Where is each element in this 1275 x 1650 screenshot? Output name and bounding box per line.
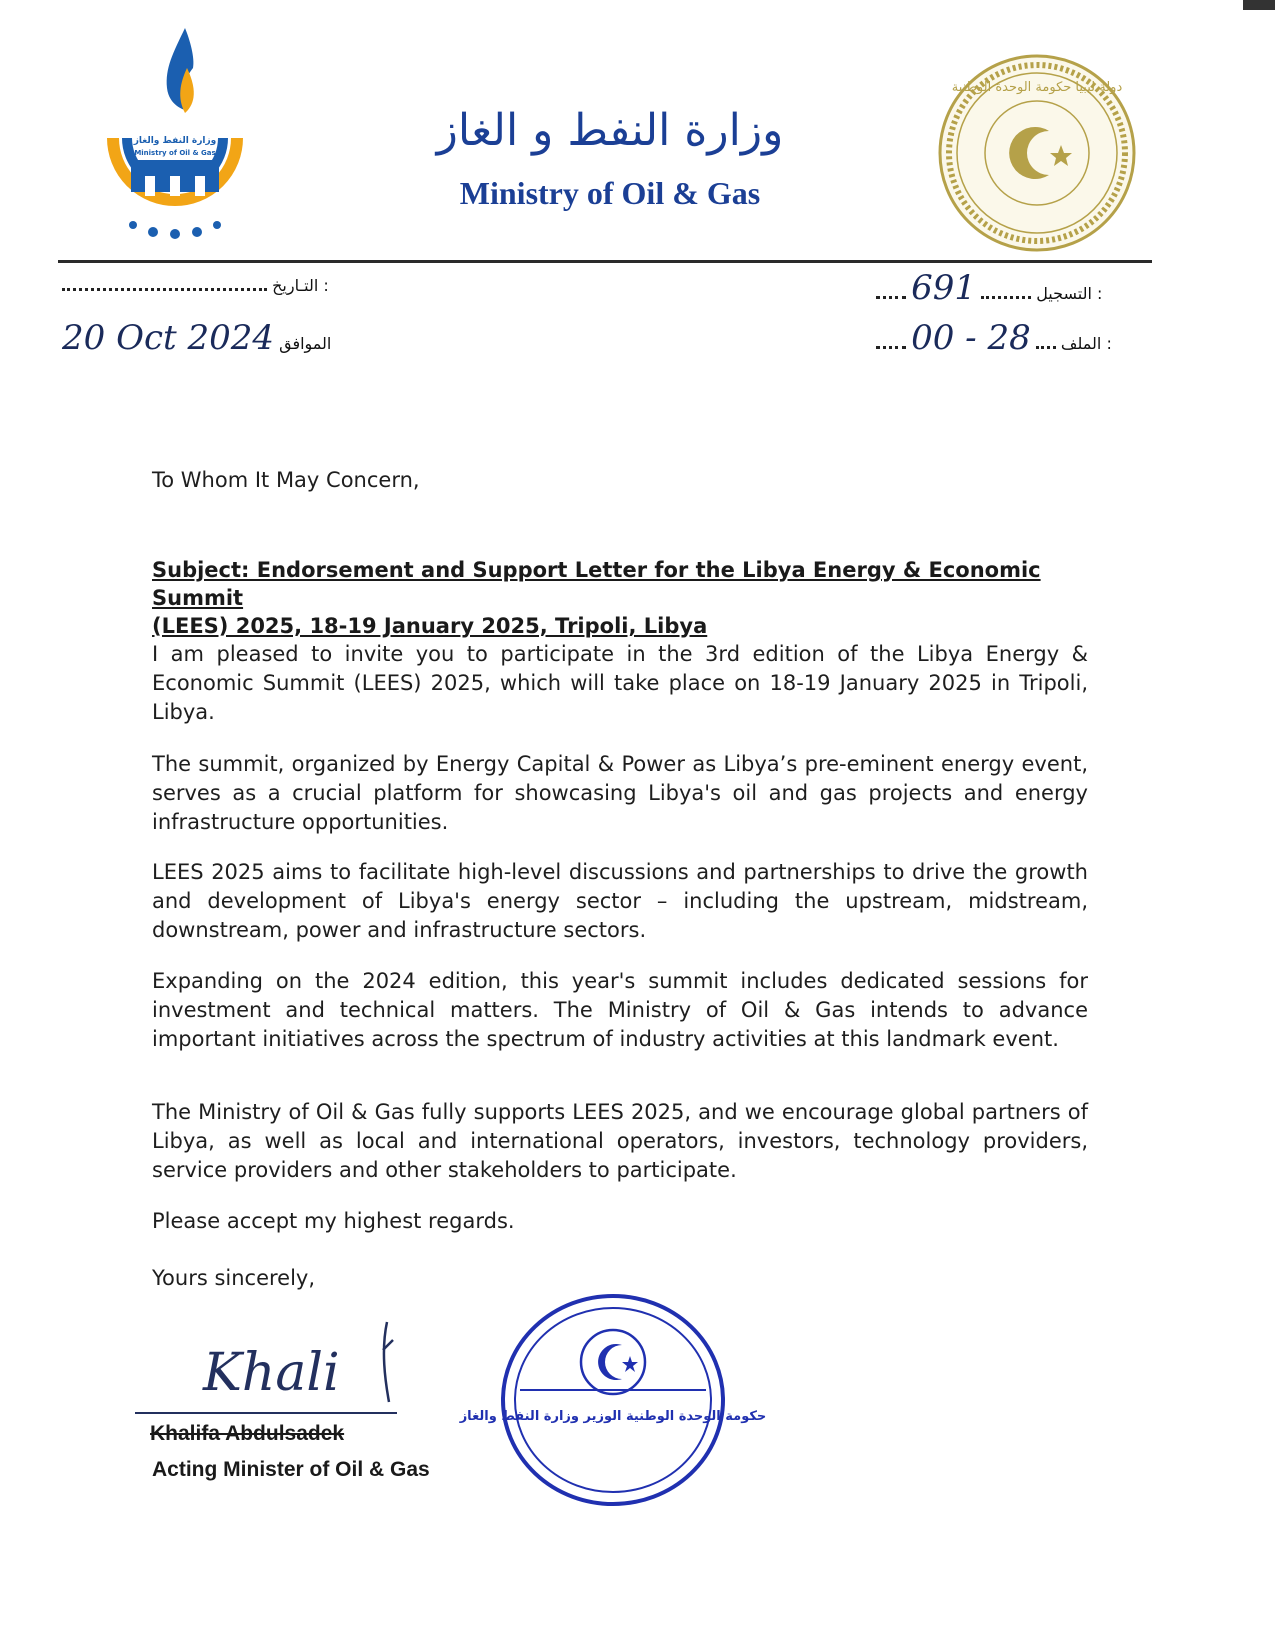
subject-line-1: Subject: Endorsement and Support Letter for the Libya Energy & Economic Summit [152, 558, 1041, 610]
paragraph-invitation: I am pleased to invite you to participate in the 3rd edition of the Libya Energy & Economic Summit (LEES) 2025, which will take place on 18-19 January 2025 in Tripoli, Libya. [152, 642, 1088, 724]
registration-value: 691 [911, 268, 976, 308]
logo-english-text: Ministry of Oil & Gas [134, 149, 216, 157]
state-seal-emblem [937, 53, 1137, 253]
signature-script: Khali [203, 1343, 340, 1403]
signatory-name: Khalifa Abdulsadek [150, 1422, 345, 1445]
paragraph-aims: LEES 2025 aims to facilitate high-level discussions and partnerships to drive the growth and development of Libya's energy sector – including the upstream, midstream, downstream, power and infrastructure sectors. [152, 860, 1088, 942]
file-label: الملف : [1060, 334, 1112, 353]
closing: Yours sincerely, [152, 1266, 316, 1290]
ministry-logo [85, 28, 265, 253]
subject-line [152, 556, 1088, 640]
paragraph-summit-overview: The summit, organized by Energy Capital & Power as Libya’s pre-eminent energy event, serves as a crucial platform for showcasing Libya's oil and gas projects and energy infrastructure opportunities. [152, 752, 1088, 834]
paragraph-sessions: Expanding on the 2024 edition, this year's summit includes dedicated sessions for investment and technical matters. The Ministry of Oil & Gas intends to advance important initiatives across the spectrum of industry activities at this landmark event. [152, 969, 1088, 1051]
hijri-date-field [62, 318, 331, 358]
header-divider [58, 260, 1152, 263]
stamp-arabic-text: حكومة الوحدة الوطنية الوزير وزارة النفط والغاز [459, 1409, 767, 1424]
ministry-stamp [459, 1290, 767, 1510]
paragraph-regards: Please accept my highest regards. [152, 1209, 515, 1233]
salutation: To Whom It May Concern, [152, 468, 420, 492]
date-value: 20 Oct 2024 [62, 318, 274, 358]
logo-arabic-text: وزارة النفط والغاز [133, 136, 217, 146]
hijri-label: الموافق [279, 334, 332, 353]
registration-field [876, 268, 1102, 308]
seal-arabic-text: دولة ليبيا حكومة الوحدة الوطنية [951, 80, 1123, 95]
ministry-title-arabic: وزارة النفط و الغاز [436, 105, 784, 156]
signatory-title: Acting Minister of Oil & Gas [152, 1458, 430, 1481]
file-value: 00 - 28 [911, 318, 1031, 358]
date-field [62, 276, 329, 295]
subject-line-2: (LEES) 2025, 18-19 January 2025, Tripoli, Libya [152, 614, 708, 638]
handwritten-signature [135, 1310, 435, 1420]
paragraph-support: The Ministry of Oil & Gas fully supports LEES 2025, and we encourage global partners of Libya, as well as local and international operators, investors, technology providers, service providers and other stakeholders to participate. [152, 1100, 1088, 1182]
date-label: التـاريخ : [272, 276, 329, 295]
registration-label: التسجيل : [1036, 284, 1103, 303]
scan-corner-mark [1243, 0, 1275, 10]
file-field [876, 318, 1112, 358]
ministry-title-english: Ministry of Oil & Gas [459, 175, 761, 211]
